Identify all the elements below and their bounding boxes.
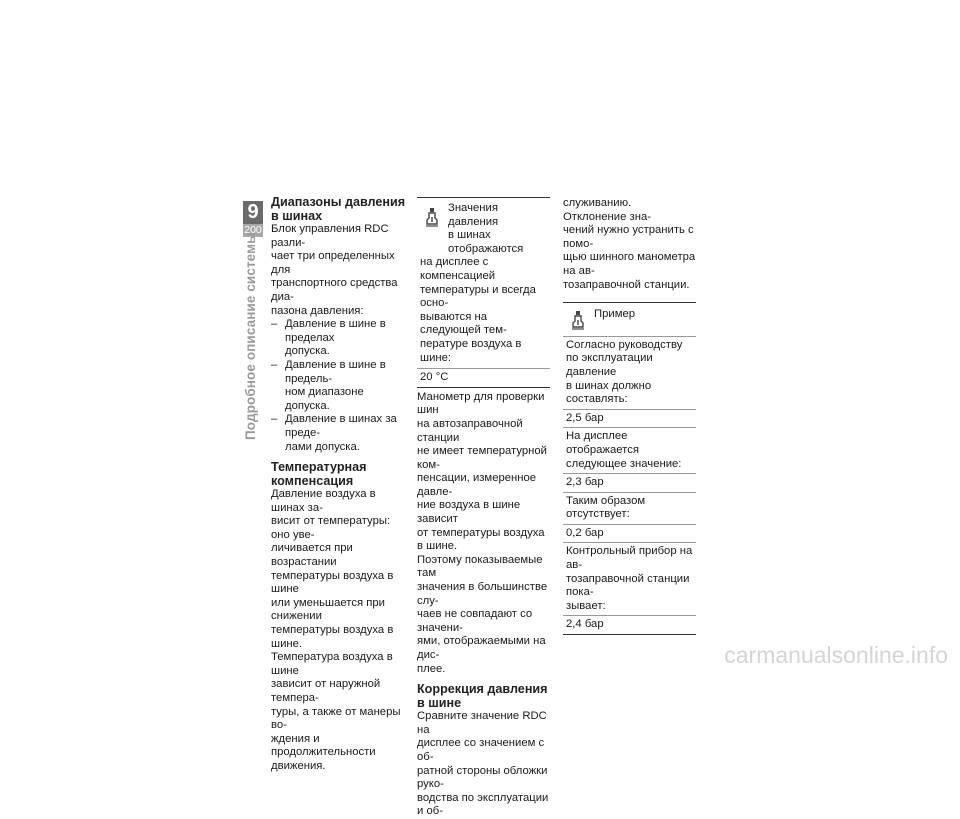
- example-row: 2,5 бар: [563, 409, 696, 428]
- watermark-text: carmanualsonline.info: [724, 642, 948, 668]
- page-number: 200: [244, 224, 262, 236]
- list-item: – Давление в шинах за преде- лами допуска.: [271, 413, 406, 454]
- heading-pressure-ranges: Диапазоны давления в шинах: [271, 195, 406, 223]
- paragraph-rdc-ranges: Блок управления RDC разли- чает три определенных для транспортного средства диа- пазона давления:: [271, 223, 398, 317]
- example-row: На дисплее отображается следующее значение:: [563, 427, 696, 473]
- note-value: 20 °C: [417, 368, 550, 387]
- paragraph-temperature: Давление воздуха в шинах за- висит от температуры: оно уве- личивается при возрастании температуры воздуха в шине или уменьшается при снижении температуры воздуха в шине. Температура воздуха в шине зависит от наружной темпера- туры, а также от манеры во- ждения и продолжительности движения.: [271, 488, 401, 772]
- example-row: Согласно руководству по эксплуатации давление в шинах должно составлять:: [563, 336, 696, 409]
- example-box: [563, 302, 696, 635]
- paragraph-compare: Сравните значение RDC на дисплее со значением с об- ратной стороны обложки руко- водства по эксплуатации и об-: [417, 710, 549, 818]
- example-row: Контрольный прибор на ав- тозаправочной станции пока- зывает:: [563, 542, 696, 615]
- tire-pressure-icon: [424, 206, 440, 228]
- heading-temperature-compensation: Температурная компенсация: [271, 460, 367, 489]
- example-row: Таким образом отсутствует:: [563, 492, 696, 524]
- column-2: [417, 197, 550, 819]
- chapter-number: 9: [243, 201, 263, 224]
- chapter-title-vertical: [234, 232, 272, 440]
- chapter-title: Подробное описание системы: [243, 232, 258, 440]
- note-box: Значения давления в шинах отображаются на дисплее с компенсацией температуры и всегда осно- вываются на следующей тем- пературе воздуха в шине: 20 °C: [417, 197, 550, 388]
- list-item: – Давление в шине в пределах допуска.: [271, 318, 406, 359]
- list-item: – Давление в шине в предель- ном диапазоне допуска.: [271, 359, 406, 413]
- pressure-range-list: [271, 318, 406, 454]
- heading-pressure-correction: Коррекция давления в шине: [417, 682, 548, 711]
- example-title: Пример: [594, 308, 636, 321]
- paragraph-manometer: Манометр для проверки шин на автозаправочной станции не имеет температурной ком- пенсации, измеренное давле- ние воздуха в шине зависит от температуры воздуха в шине. Поэтому показываемые там значения в большинстве слу- чаев не совпадают со значени- ями, отображаемыми на дис- плее.: [417, 390, 548, 675]
- example-row: 2,4 бар: [563, 615, 696, 634]
- example-row: 2,3 бар: [563, 473, 696, 492]
- column-3: [563, 197, 696, 635]
- paragraph-deviation: служиванию. Отклонение зна- чений нужно устранить с помо- щью шинного манометра на ав- тозаправочной станции.: [563, 197, 696, 291]
- example-row: 0,2 бар: [563, 524, 696, 543]
- column-1: [271, 195, 406, 774]
- tire-pressure-icon: [570, 309, 586, 331]
